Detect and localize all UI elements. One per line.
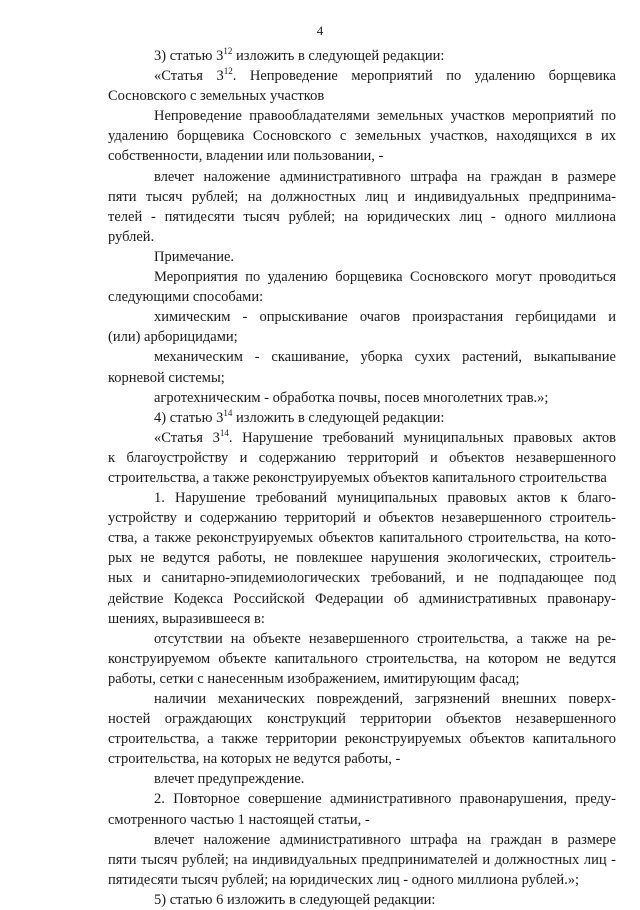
text-line-content: конструируемом объекте капитального строительства, на котором не ведутся [108, 650, 616, 667]
text-line [108, 669, 616, 689]
text-line [108, 388, 616, 408]
text-line-content: 5) статью 6 изложить в следующей редакции: [154, 891, 436, 908]
text-line [108, 368, 616, 388]
text-line [108, 729, 616, 749]
text-line-content: рых не ведутся работы, не повлекшее нарушения экологических, строитель- [108, 550, 616, 567]
text-line-content: Мероприятия по удалению борщевика Сосновского могут проводиться [154, 269, 616, 286]
text-line [108, 870, 616, 890]
text-line [108, 830, 616, 850]
text-line-content: смотренного частью 1 настоящей статьи, - [108, 811, 370, 828]
text-line-content: удалению борщевика Сосновского с земельных участков, находящихся в их [108, 128, 616, 145]
text-line [108, 347, 616, 367]
text-line [108, 86, 616, 106]
text-line [108, 789, 616, 809]
text-line [108, 448, 616, 468]
text-line [108, 589, 616, 609]
text-line-content: устройству и содержанию территорий и объектов незавершенного строитель- [108, 510, 616, 527]
text-line [108, 629, 616, 649]
text-line [108, 408, 616, 428]
text-line [108, 126, 616, 146]
text-line [108, 609, 616, 629]
text-line-content: (или) арборицидами; [108, 329, 238, 346]
text-line [108, 327, 616, 347]
text-line [108, 528, 616, 548]
text-line [108, 850, 616, 870]
text-line-content: влечет предупреждение. [154, 771, 305, 788]
text-line [108, 307, 616, 327]
superscript: 14 [219, 427, 229, 438]
text-line [108, 488, 616, 508]
superscript: 14 [223, 407, 233, 418]
text-line-content: корневой системы; [108, 369, 225, 386]
text-line-content: ства, а также реконструируемых объектов капитального строительства, на кото- [108, 530, 616, 547]
text-line-content: наличии механических повреждений, загрязнений внешних поверх- [154, 691, 616, 707]
text-line-content: 3) статью 3 [154, 48, 224, 64]
text-line-continuation: . Нарушение требований муниципальных правовых актов [228, 429, 616, 446]
text-line-content: рублей. [108, 228, 155, 245]
text-line [108, 810, 616, 830]
text-line-content: телей - пятидесяти тысяч рублей; на юридических лиц - одного миллиона [108, 208, 616, 225]
text-line-content: пяти тысяч рублей; на должностных лиц и индивидуальных предпринима- [108, 188, 616, 205]
text-line-content: пятидесяти тысяч рублей; на юридических лиц - одного миллиона рублей.»; [108, 871, 580, 888]
text-line [108, 267, 616, 287]
text-line-content: работы, сетки с нанесенным изображением, имитирующим фасад; [108, 670, 520, 687]
text-line-content: ных и санитарно-эпидемиологических требований, и не подпадающее под [108, 570, 616, 587]
text-line [108, 66, 616, 86]
text-line [108, 247, 616, 267]
text-line-content: химическим - опрыскивание очагов произрастания гербицидами и [154, 309, 616, 326]
text-line-content: 2. Повторное совершение административного правонарушения, преду- [154, 791, 616, 808]
text-line [108, 287, 616, 307]
text-line-content: собственности, владении или пользовании, - [108, 148, 384, 165]
text-line [108, 709, 616, 729]
text-line [108, 468, 616, 488]
text-line-content: следующими способами: [108, 289, 264, 306]
text-line [108, 187, 616, 207]
text-line-content: шениях, выразившееся в: [108, 610, 265, 627]
text-line [108, 769, 616, 789]
text-line [108, 568, 616, 588]
text-line-content: агротехническим - обработка почвы, посев многолетних трав.»; [154, 389, 549, 406]
text-line-content: строительства, на которых не ведутся работы, - [108, 751, 401, 768]
text-line-content: 4) статью 3 [154, 409, 224, 426]
text-line [108, 689, 616, 709]
text-line-content: Непроведение правообладателями земельных участков мероприятий по [154, 108, 616, 125]
text-line [108, 428, 616, 448]
text-line-content: отсутствии на объекте незавершенного строительства, а также на ре- [154, 630, 616, 647]
document-body [108, 46, 616, 910]
text-line [108, 146, 616, 166]
text-line [108, 749, 616, 769]
text-line-content: ностей ограждающих конструкций территории объектов незавершенного [108, 711, 616, 728]
superscript: 12 [223, 66, 233, 77]
text-line [108, 508, 616, 528]
text-line-content: Сосновского с земельных участков [108, 88, 325, 105]
text-line-content: строительства, а также реконструируемых объектов капитального строительства [108, 469, 607, 486]
text-line-content: строительства, а также территории реконструируемых объектов капитального [108, 731, 616, 748]
text-line [108, 207, 616, 227]
text-line [108, 227, 616, 247]
text-line-content: влечет наложение административного штрафа на граждан в размере [154, 168, 616, 185]
text-line [108, 649, 616, 669]
text-line-content: механическим - скашивание, уборка сухих растений, выкапывание [154, 349, 616, 366]
text-line [108, 46, 616, 66]
page-number: 4 [316, 23, 324, 38]
text-line [108, 106, 616, 126]
text-line-content: Примечание. [154, 248, 235, 265]
text-line-continuation: . Непроведение мероприятий по удалению борщевика [232, 68, 616, 85]
text-line-content: 1. Нарушение требований муниципальных правовых актов к благо- [154, 490, 616, 507]
text-line-content: влечет наложение административного штрафа на граждан в размере [154, 831, 616, 848]
text-line-content: к благоустройству и содержанию территорий и объектов незавершенного [108, 449, 616, 466]
text-line-content: «Статья 3 [154, 429, 220, 446]
text-line [108, 167, 616, 187]
text-line-continuation: изложить в следующей редакции: [232, 48, 445, 64]
superscript: 12 [223, 46, 233, 56]
text-line-continuation: изложить в следующей редакции: [232, 409, 445, 426]
text-line [108, 890, 616, 910]
text-line [108, 548, 616, 568]
text-line-content: действие Кодекса Российской Федерации об административных правонару- [108, 590, 616, 607]
text-line-content: «Статья 3 [154, 68, 224, 85]
text-line-content: пяти тысяч рублей; на индивидуальных предпринимателей и должностных лиц - [108, 851, 616, 868]
